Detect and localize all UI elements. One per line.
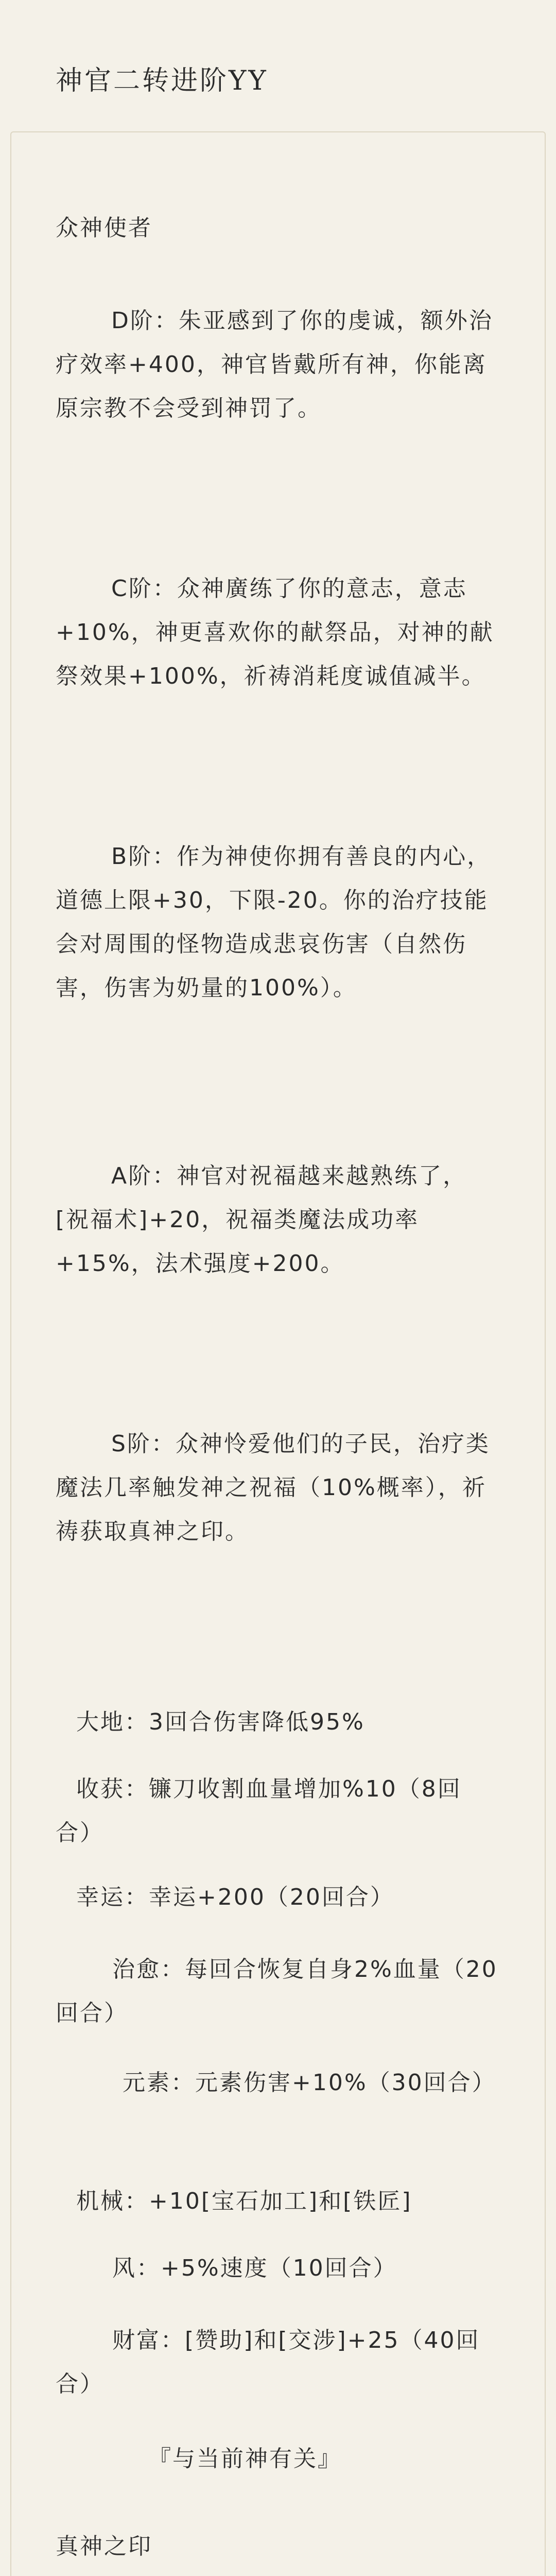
b-rank-text: B阶：作为神使你拥有善良的内心，道德上限+30，下限-20。你的治疗技能会对周围的怪物造成悲哀伤害（自然伤害，伤害为奶量的100%）。 [56, 843, 492, 1001]
a-rank-text: A阶：神官对祝福越来越熟练了，[祝福术]+20，祝福类魔法成功率+15%，法术强度+200。 [56, 1163, 467, 1277]
c-rank-text: C阶：众神廣练了你的意志，意志+10%，神更喜欢你的献祭品，对神的献祭效果+100%，祈祷消耗度诚值减半。 [56, 575, 494, 689]
stat-feng: 风：+5%速度（10回合） [112, 2255, 397, 2281]
item-name: 真神之印 [56, 2533, 152, 2560]
stat-xingyun: 幸运：幸运+200（20回合） [76, 1884, 394, 1910]
page-title: 神官二转进阶YY [56, 65, 268, 96]
stat-caifu: 财富：[赞助]和[交涉]+25（40回合） [56, 2327, 480, 2397]
d-rank-text: D阶：朱亚感到了你的虔诚，额外治疗效率+400，神官皆戴所有神，你能离原宗教不会受到神罚了。 [56, 308, 493, 421]
s-rank-text: S阶：众神怜爱他们的子民，治疗类魔法几率触发神之祝福（10%概率），祈祷获取真神之印。 [56, 1431, 490, 1545]
stat-jixie: 机械：+10[宝石加工]和[铁匠] [76, 2188, 412, 2214]
stat-yuansu: 元素：元素伤害+10%（30回合） [123, 2070, 496, 2096]
stat-note: 『与当前神有关』 [148, 2446, 342, 2472]
stat-dadi: 大地：3回合伤害降低95% [76, 1709, 365, 1735]
stat-zhiyu: 治愈：每回合恢复自身2%血量（20回合） [56, 1956, 498, 2026]
stat-shouhuo: 收获：镰刀收割血量增加%10（8回合） [56, 1776, 462, 1846]
intro-text: 众神使者 [56, 215, 152, 241]
